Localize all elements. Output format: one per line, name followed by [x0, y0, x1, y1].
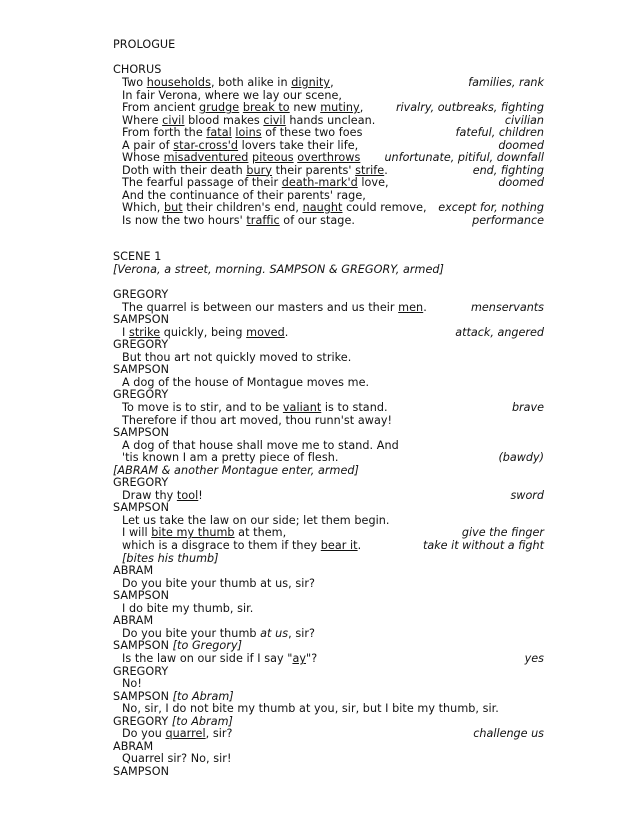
text-run: Which,: [122, 201, 164, 214]
dialogue-line: [122, 376, 369, 389]
verse-line: [122, 126, 362, 139]
text-run: ,: [359, 101, 364, 114]
text-run: blood makes: [184, 113, 264, 127]
text-run: I will: [122, 526, 152, 540]
scene-heading: SCENE 1: [113, 250, 162, 263]
text-run: [to Gregory]: [172, 639, 243, 653]
glossed-word: but: [163, 201, 183, 214]
dialogue-line: [122, 326, 288, 339]
glossed-word: piteous: [252, 151, 294, 164]
speaker-name: [113, 426, 169, 439]
glossed-word: strife: [355, 163, 385, 177]
text-run: , sir?: [205, 727, 233, 741]
text-run: of our stage.: [279, 213, 356, 227]
text-run: !: [198, 488, 203, 502]
text-run: GREGORY: [113, 714, 172, 728]
glossed-word: civil: [162, 113, 185, 127]
text-run: But thou art not quickly moved to strike.: [122, 350, 352, 364]
text-run: Is the law on our side if I say ": [122, 651, 293, 665]
speaker-name: [113, 363, 169, 376]
text-run: SAMPSON: [113, 589, 169, 603]
text-run: I: [122, 325, 129, 339]
gloss-note: doomed: [498, 176, 544, 189]
text-run: love,: [357, 176, 389, 189]
text-run: Is now the two hours': [122, 213, 247, 227]
glossed-word: traffic: [246, 213, 280, 227]
text-run: .: [357, 539, 362, 552]
dialogue-line: [122, 451, 338, 464]
gloss-note: sword: [510, 488, 544, 502]
text-run: .: [284, 325, 289, 339]
text-run: GREGORY: [113, 338, 169, 352]
text-run: No, sir, I do not bite my thumb at you, sir, but I bite my thumb, sir.: [122, 702, 499, 716]
glossed-word: mutiny: [320, 101, 360, 114]
verse-line: [122, 101, 363, 114]
verse-line: [122, 89, 342, 102]
verse-line: [122, 164, 388, 177]
glossed-word: death-mark'd: [281, 176, 358, 189]
speaker-name: [113, 715, 233, 728]
text-run: A dog of the house of Montague moves me.: [122, 375, 370, 389]
text-run: SAMPSON: [113, 426, 169, 440]
text-run: [bites his thumb]: [122, 551, 219, 565]
prologue-heading: PROLOGUE: [113, 38, 176, 51]
text-run: No!: [122, 677, 142, 691]
dialogue-line: [122, 702, 499, 715]
speaker-name: [113, 690, 234, 703]
gloss-note: end, fighting: [472, 163, 544, 177]
text-run: GREGORY: [113, 476, 169, 490]
speaker-name: [113, 501, 169, 514]
dialogue-line: [122, 727, 233, 740]
text-run: SAMPSON: [113, 501, 169, 515]
dialogue-line: [122, 514, 390, 527]
speaker-name: [113, 614, 153, 627]
gloss-note: brave: [511, 400, 544, 414]
gloss-note: (bawdy): [498, 451, 544, 465]
speaker-name: [113, 476, 168, 489]
speaker-name: [113, 740, 153, 753]
text-run: at them,: [234, 526, 287, 540]
glossed-word: overthrows: [297, 151, 361, 164]
gloss-note: menservants: [471, 300, 544, 314]
dialogue-line: [122, 301, 427, 314]
dialogue-line: [122, 539, 361, 552]
text-run: quickly, being: [160, 325, 247, 339]
glossed-word: civil: [263, 113, 286, 127]
text-run: ABRAM: [113, 739, 154, 753]
verse-line: [122, 189, 366, 202]
text-run: Do you bite your thumb at us, sir?: [122, 576, 316, 590]
text-run: Do you bite your thumb: [122, 626, 261, 640]
text-run: 'tis known I am a pretty piece of flesh.: [122, 451, 339, 465]
text-run: Whose: [122, 151, 164, 164]
text-run: SAMPSON: [113, 689, 173, 703]
glossed-word: naught: [302, 201, 343, 214]
chorus-speaker: CHORUS: [113, 63, 162, 76]
text-run: Doth with their death: [122, 163, 247, 177]
glossed-word: households: [146, 76, 211, 89]
dialogue-line: [122, 602, 253, 615]
dialogue-line: [122, 577, 315, 590]
gloss-note: families, rank: [468, 76, 544, 89]
verse-line: [122, 151, 360, 164]
glossed-word: dignity: [291, 76, 331, 89]
dialogue-line: [122, 351, 351, 364]
speaker-name: [113, 313, 169, 326]
glossed-word: fatal: [206, 126, 232, 139]
dialogue-line: [122, 752, 231, 765]
text-run: GREGORY: [113, 388, 169, 402]
text-run: Do you: [122, 727, 166, 741]
glossed-word: loins: [235, 126, 262, 139]
glossed-word: bite my thumb: [151, 526, 235, 540]
glossed-word: star-cross'd: [173, 138, 239, 152]
text-run: [to Abram]: [171, 714, 233, 728]
text-run: I do bite my thumb, sir.: [122, 601, 254, 615]
gloss-note: unfortunate, pitiful, downfall: [384, 151, 544, 164]
text-run: Therefore if thou art moved, thou runn'st away!: [122, 413, 393, 427]
glossed-word: valiant: [282, 400, 322, 414]
speaker-name: [113, 665, 168, 678]
gloss-note: except for, nothing: [438, 201, 544, 214]
dialogue-line: [122, 526, 286, 539]
gloss-note: give the finger: [461, 526, 544, 540]
text-run: A dog of that house shall move me to stand. And: [122, 438, 399, 452]
dialogue-line: [122, 652, 317, 665]
text-run: Two: [122, 76, 147, 89]
verse-line: [122, 214, 355, 227]
text-run: ABRAM: [113, 614, 154, 628]
text-run: .: [384, 163, 388, 177]
glossed-word: quarrel: [165, 727, 206, 741]
text-run: SAMPSON: [113, 764, 169, 778]
text-run: To move is to stir, and to be: [122, 400, 283, 414]
text-run: is to stand.: [321, 400, 388, 414]
text-run: ,: [330, 76, 334, 89]
text-run: GREGORY: [113, 288, 169, 301]
text-run: lovers take their life,: [238, 138, 359, 152]
text-run: their parents': [272, 163, 356, 177]
text-run: And the continuance of their parents' rage,: [122, 188, 366, 202]
text-run: , both alike in: [210, 76, 292, 89]
verse-line: [122, 201, 427, 214]
text-run: new: [289, 101, 321, 114]
text-run: , sir?: [288, 626, 316, 640]
gloss-note: civilian: [504, 113, 544, 127]
text-run: [to Abram]: [172, 689, 234, 703]
scene-stage-direction: [Verona, a street, morning. SAMPSON & GREGORY, armed]: [113, 263, 444, 276]
dialogue-line: [122, 489, 203, 502]
glossed-word: tool: [176, 488, 199, 502]
text-run: Let us take the law on our side; let them begin.: [122, 513, 390, 527]
glossed-word: men: [398, 300, 424, 314]
glossed-word: break to: [242, 101, 290, 114]
text-run: "?: [306, 651, 318, 665]
gloss-note: performance: [472, 213, 544, 227]
text-run: From forth the: [122, 126, 207, 139]
gloss-note: yes: [524, 651, 544, 665]
speaker-name: [113, 564, 153, 577]
dialogue-line: [122, 552, 219, 565]
text-run: GREGORY: [113, 664, 169, 678]
text-run: SAMPSON: [113, 363, 169, 377]
gloss-note: fateful, children: [455, 126, 544, 139]
gloss-note: attack, angered: [455, 325, 544, 339]
text-run: .: [423, 300, 427, 314]
dialogue-line: [122, 627, 315, 640]
text-run: Where: [122, 113, 163, 127]
dialogue-line: [122, 414, 392, 427]
verse-line: [122, 76, 334, 89]
speaker-name: [113, 288, 168, 301]
stage-direction: [113, 464, 359, 477]
text-run: hands unclean.: [285, 113, 376, 127]
text-run: In fair Verona, where we lay our scene,: [122, 88, 343, 102]
text-run: The fearful passage of their: [122, 176, 282, 189]
gloss-note: rivalry, outbreaks, fighting: [395, 101, 544, 114]
text-run: of these two foes: [261, 126, 363, 139]
glossed-word: bury: [246, 163, 273, 177]
text-run: Quarrel sir? No, sir!: [122, 752, 232, 766]
text-run: ABRAM: [113, 564, 154, 578]
glossed-word: bear it: [320, 539, 358, 552]
verse-line: [122, 114, 375, 127]
glossed-word: grudge: [199, 101, 240, 114]
speaker-name: [113, 388, 168, 401]
gloss-note: challenge us: [473, 727, 544, 741]
speaker-name: [113, 338, 168, 351]
speaker-name: [113, 589, 169, 602]
text-run: [ABRAM & another Montague enter, armed]: [113, 463, 359, 477]
speaker-name: [113, 639, 242, 652]
glossed-word: misadventured: [163, 151, 249, 164]
dialogue-line: [122, 401, 388, 414]
text-run: SAMPSON: [113, 313, 169, 327]
text-run: could remove,: [342, 201, 427, 214]
text-run: which is a disgrace to them if they: [122, 539, 321, 552]
text-run: A pair of: [122, 138, 174, 152]
speaker-name: [113, 765, 169, 778]
text-run: From ancient: [122, 101, 200, 114]
glossed-word: strike: [128, 325, 161, 339]
text-run: at us: [260, 626, 289, 640]
verse-line: [122, 139, 358, 152]
gloss-note: take it without a fight: [422, 539, 544, 552]
text-run: SAMPSON: [113, 639, 173, 653]
gloss-note: doomed: [498, 138, 544, 152]
text-run: The quarrel is between our masters and us their: [122, 300, 399, 314]
text-run: their children's end,: [182, 201, 303, 214]
dialogue-line: [122, 439, 399, 452]
glossed-word: moved: [246, 325, 285, 339]
verse-line: [122, 176, 389, 189]
glossed-word: ay: [292, 651, 307, 665]
dialogue-line: [122, 677, 142, 690]
text-run: Draw thy: [122, 488, 177, 502]
